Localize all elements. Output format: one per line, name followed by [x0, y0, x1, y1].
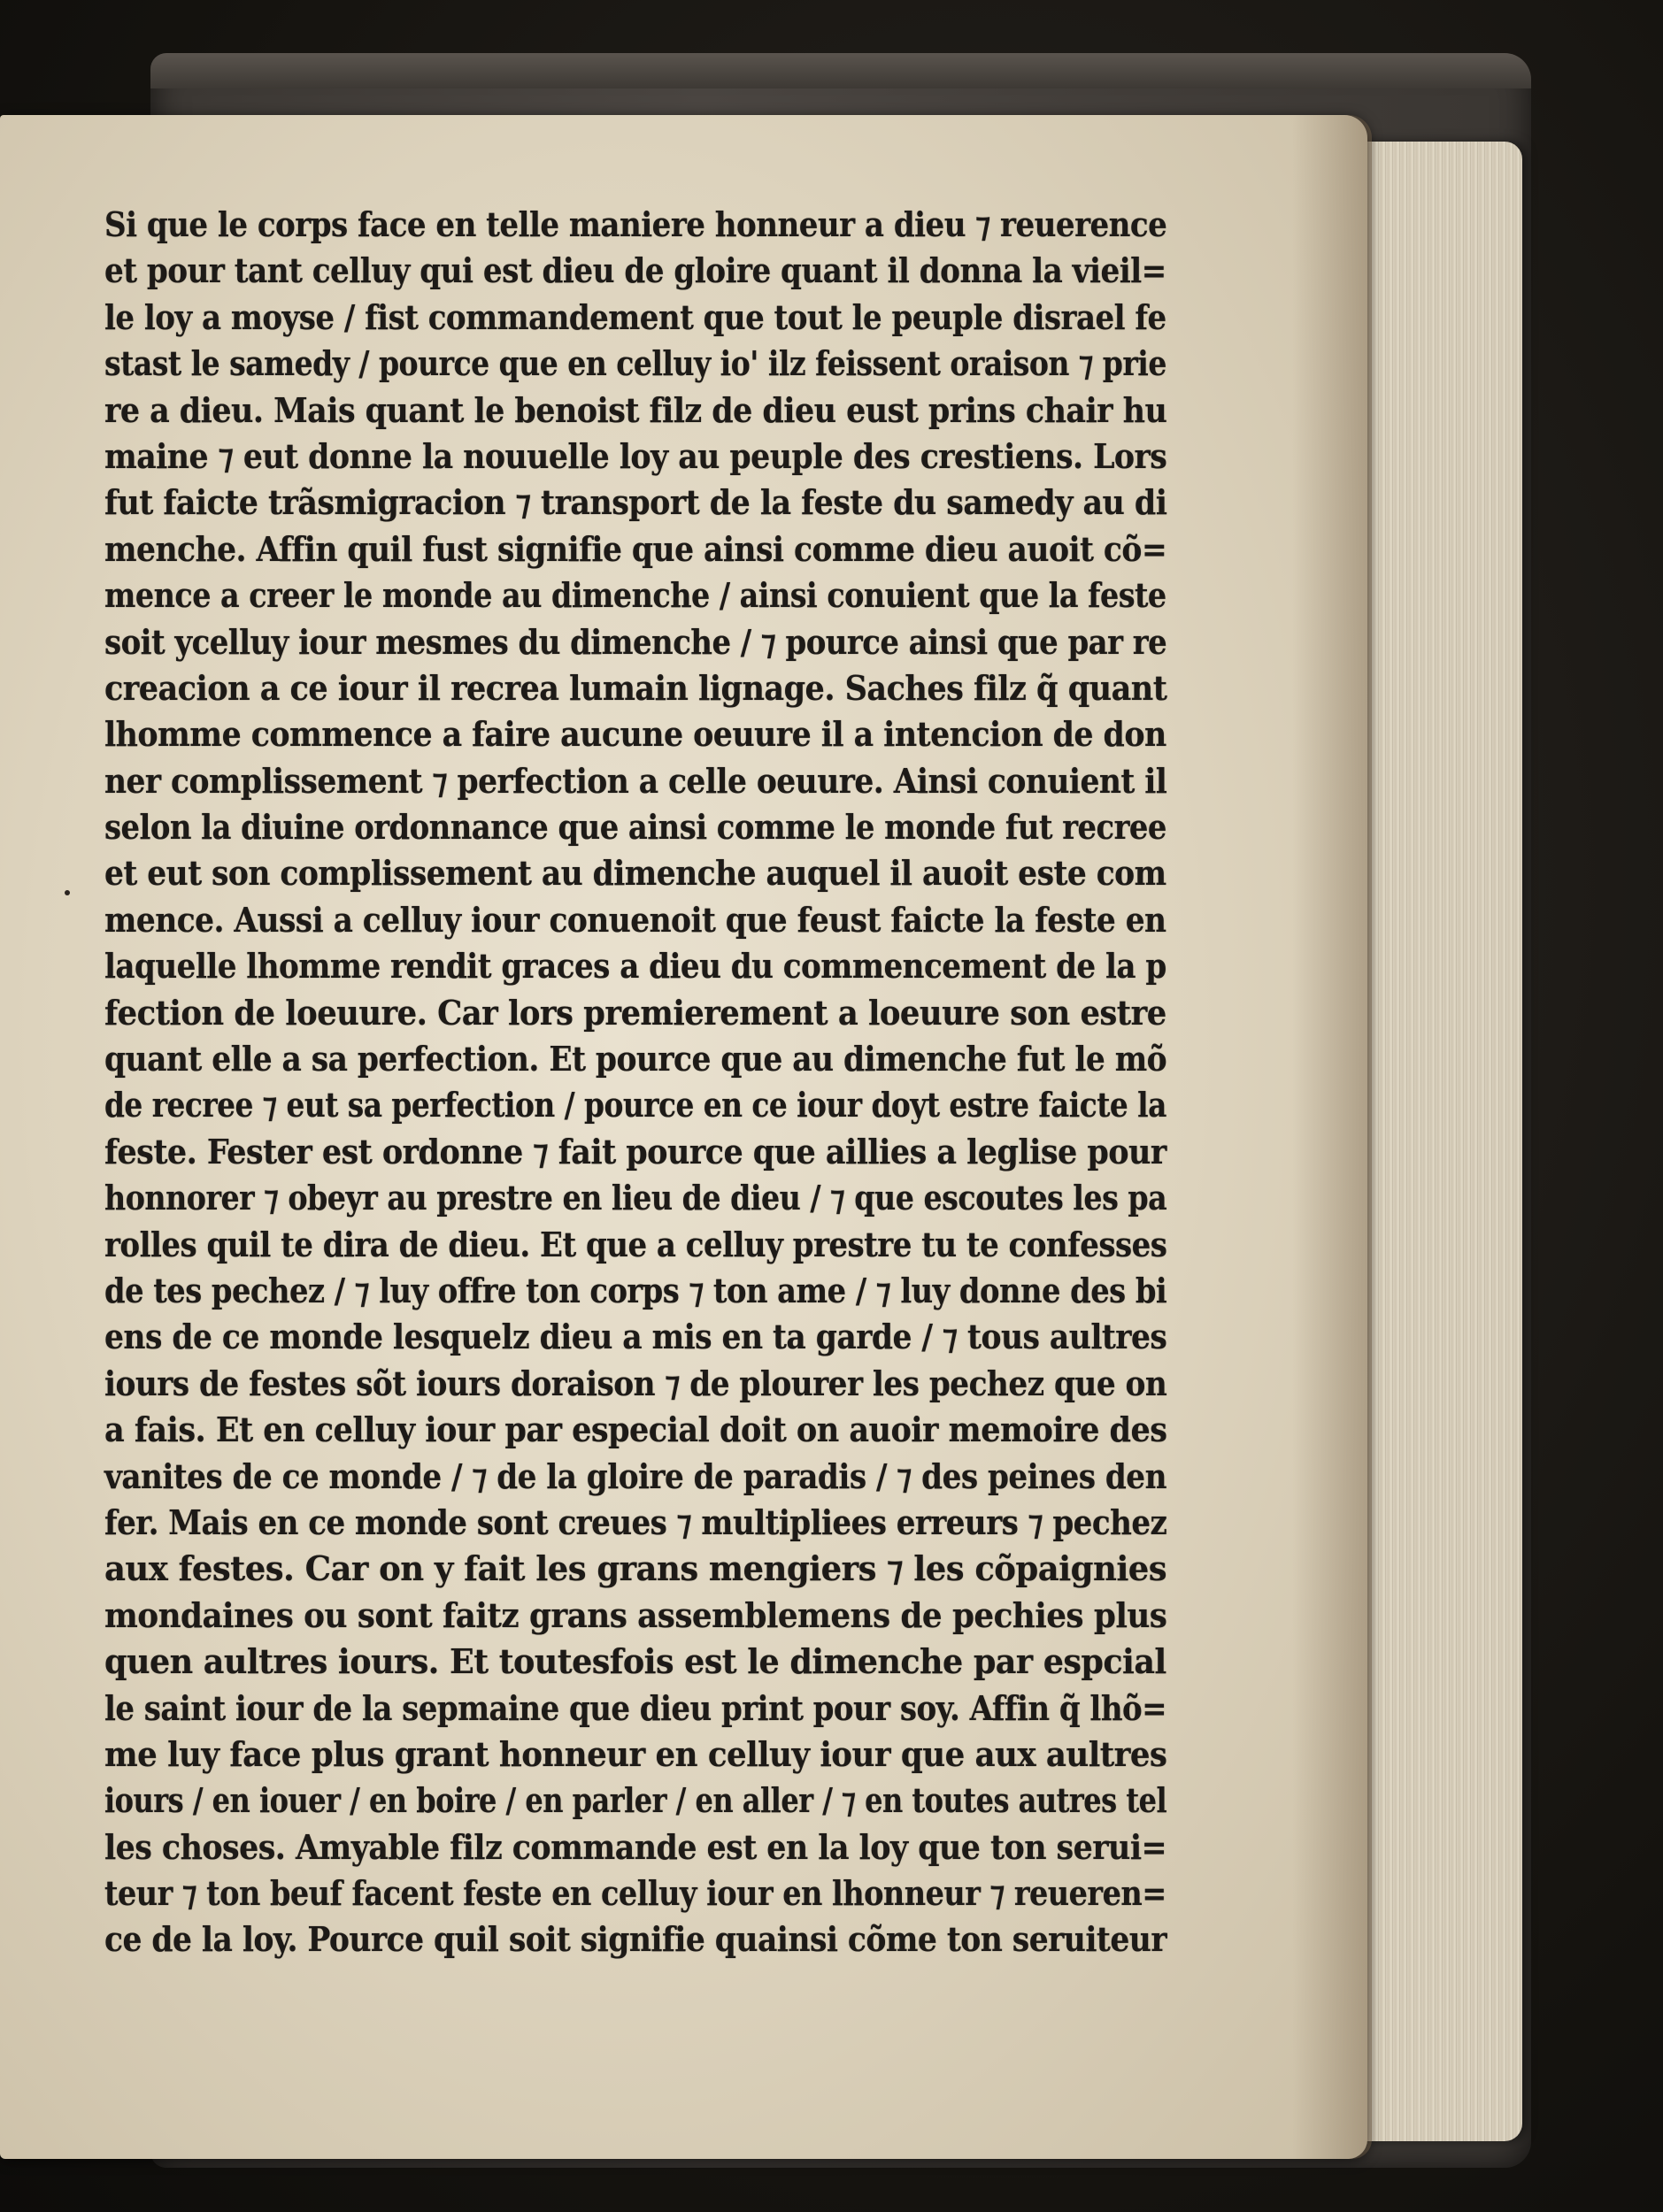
page-gutter-shading	[1292, 115, 1372, 2159]
text-line: mence a creer le monde au dimenche / ainsi conuient que la feste	[104, 575, 1166, 616]
text-line: me luy face plus grant honneur en celluy iour que aux aultres	[104, 1733, 1167, 1774]
text-line: de tes pechez / ⁊ luy offre ton corps ⁊ ton ame / ⁊ luy donne des bi	[104, 1270, 1167, 1310]
text-line: le loy a moyse / fist commandement que tout le peuple disrael fe	[104, 296, 1166, 337]
text-line: fer. Mais en ce monde sont creues ⁊ multipliees erreurs ⁊ pechez	[104, 1502, 1167, 1542]
text-line: le saint iour de la sepmaine que dieu print pour soy. Affin q̃ lhõ=	[104, 1687, 1167, 1728]
text-line: creacion a ce iour il recrea lumain lignage. Saches filz q̃ quant	[104, 667, 1167, 708]
text-line: soit ycelluy iour mesmes du dimenche / ⁊ pource ainsi que par re	[104, 621, 1167, 662]
text-line: de recree ⁊ eut sa perfection / pource en ce iour doyt estre faicte la	[104, 1085, 1166, 1125]
text-line: fection de loeuure. Car lors premierement a loeuure son estre	[104, 992, 1166, 1033]
text-line: feste. Fester est ordonne ⁊ fait pource que aillies a leglise pour	[104, 1131, 1166, 1171]
text-line: stast le samedy / pource que en celluy io' ilz feissent oraison ⁊ prie	[104, 343, 1166, 384]
text-line: a fais. Et en celluy iour par especial doit on auoir memoire des	[104, 1409, 1167, 1450]
ink-speck	[65, 890, 70, 895]
text-line: lhomme commence a faire aucune oeuure il a intencion de don	[104, 714, 1166, 755]
text-line: maine ⁊ eut donne la nouuelle loy au peuple des crestiens. Lors	[104, 435, 1167, 476]
text-line: honnorer ⁊ obeyr au prestre en lieu de dieu / ⁊ que escoutes les pa	[104, 1178, 1167, 1218]
text-line: et pour tant celluy qui est dieu de gloire quant il donna la vieil=	[104, 250, 1166, 291]
text-line: ens de ce monde lesquelz dieu a mis en ta garde / ⁊ tous aultres	[104, 1317, 1167, 1357]
text-line: quant elle a sa perfection. Et pource que au dimenche fut le mõ	[104, 1039, 1167, 1079]
text-line: aux festes. Car on y fait les grans mengiers ⁊ les cõpaignies	[104, 1548, 1167, 1589]
text-line: laquelle lhomme rendit graces a dieu du commencement de la p	[104, 946, 1166, 987]
text-line: iours de festes sõt iours doraison ⁊ de plourer les pechez que on	[104, 1363, 1167, 1403]
text-line: ce de la loy. Pource quil soit signifie quainsi cõme ton seruiteur	[104, 1919, 1166, 1960]
book-cover-top-edge	[150, 53, 1531, 88]
text-line: quen aultres iours. Et toutesfois est le dimenche par espcial	[104, 1641, 1166, 1682]
text-line: iours / en iouer / en boire / en parler / en aller / ⁊ en toutes autres tel	[104, 1780, 1167, 1821]
text-line: mondaines ou sont faitz grans assemblemens de pechies plus	[104, 1594, 1167, 1635]
text-line: teur ⁊ ton beuf facent feste en celluy iour en lhonneur ⁊ reueren=	[104, 1873, 1166, 1914]
blackletter-text-block	[104, 202, 1166, 1963]
text-line: les choses. Amyable filz commande est en la loy que ton serui=	[104, 1826, 1167, 1867]
text-line: fut faicte trãsmigracion ⁊ transport de la feste du samedy au di	[104, 482, 1167, 523]
text-line: mence. Aussi a celluy iour conuenoit que feust faicte la feste en	[104, 899, 1166, 940]
text-line: ner complissement ⁊ perfection a celle oeuure. Ainsi conuient il	[104, 760, 1167, 801]
text-line: Si que le corps face en telle maniere honneur a dieu ⁊ reuerence	[104, 204, 1167, 244]
text-line: rolles quil te dira de dieu. Et que a celluy prestre tu te confesses	[104, 1224, 1167, 1264]
text-line: menche. Affin quil fust signifie que ainsi comme dieu auoit cõ=	[104, 528, 1167, 569]
text-line: et eut son complissement au dimenche auquel il auoit este com	[104, 853, 1166, 894]
text-line: re a dieu. Mais quant le benoist filz de dieu eust prins chair hu	[104, 389, 1167, 430]
text-line: vanites de ce monde / ⁊ de la gloire de paradis / ⁊ des peines den	[104, 1455, 1166, 1496]
text-line: selon la diuine ordonnance que ainsi comme le monde fut recree	[104, 807, 1166, 848]
